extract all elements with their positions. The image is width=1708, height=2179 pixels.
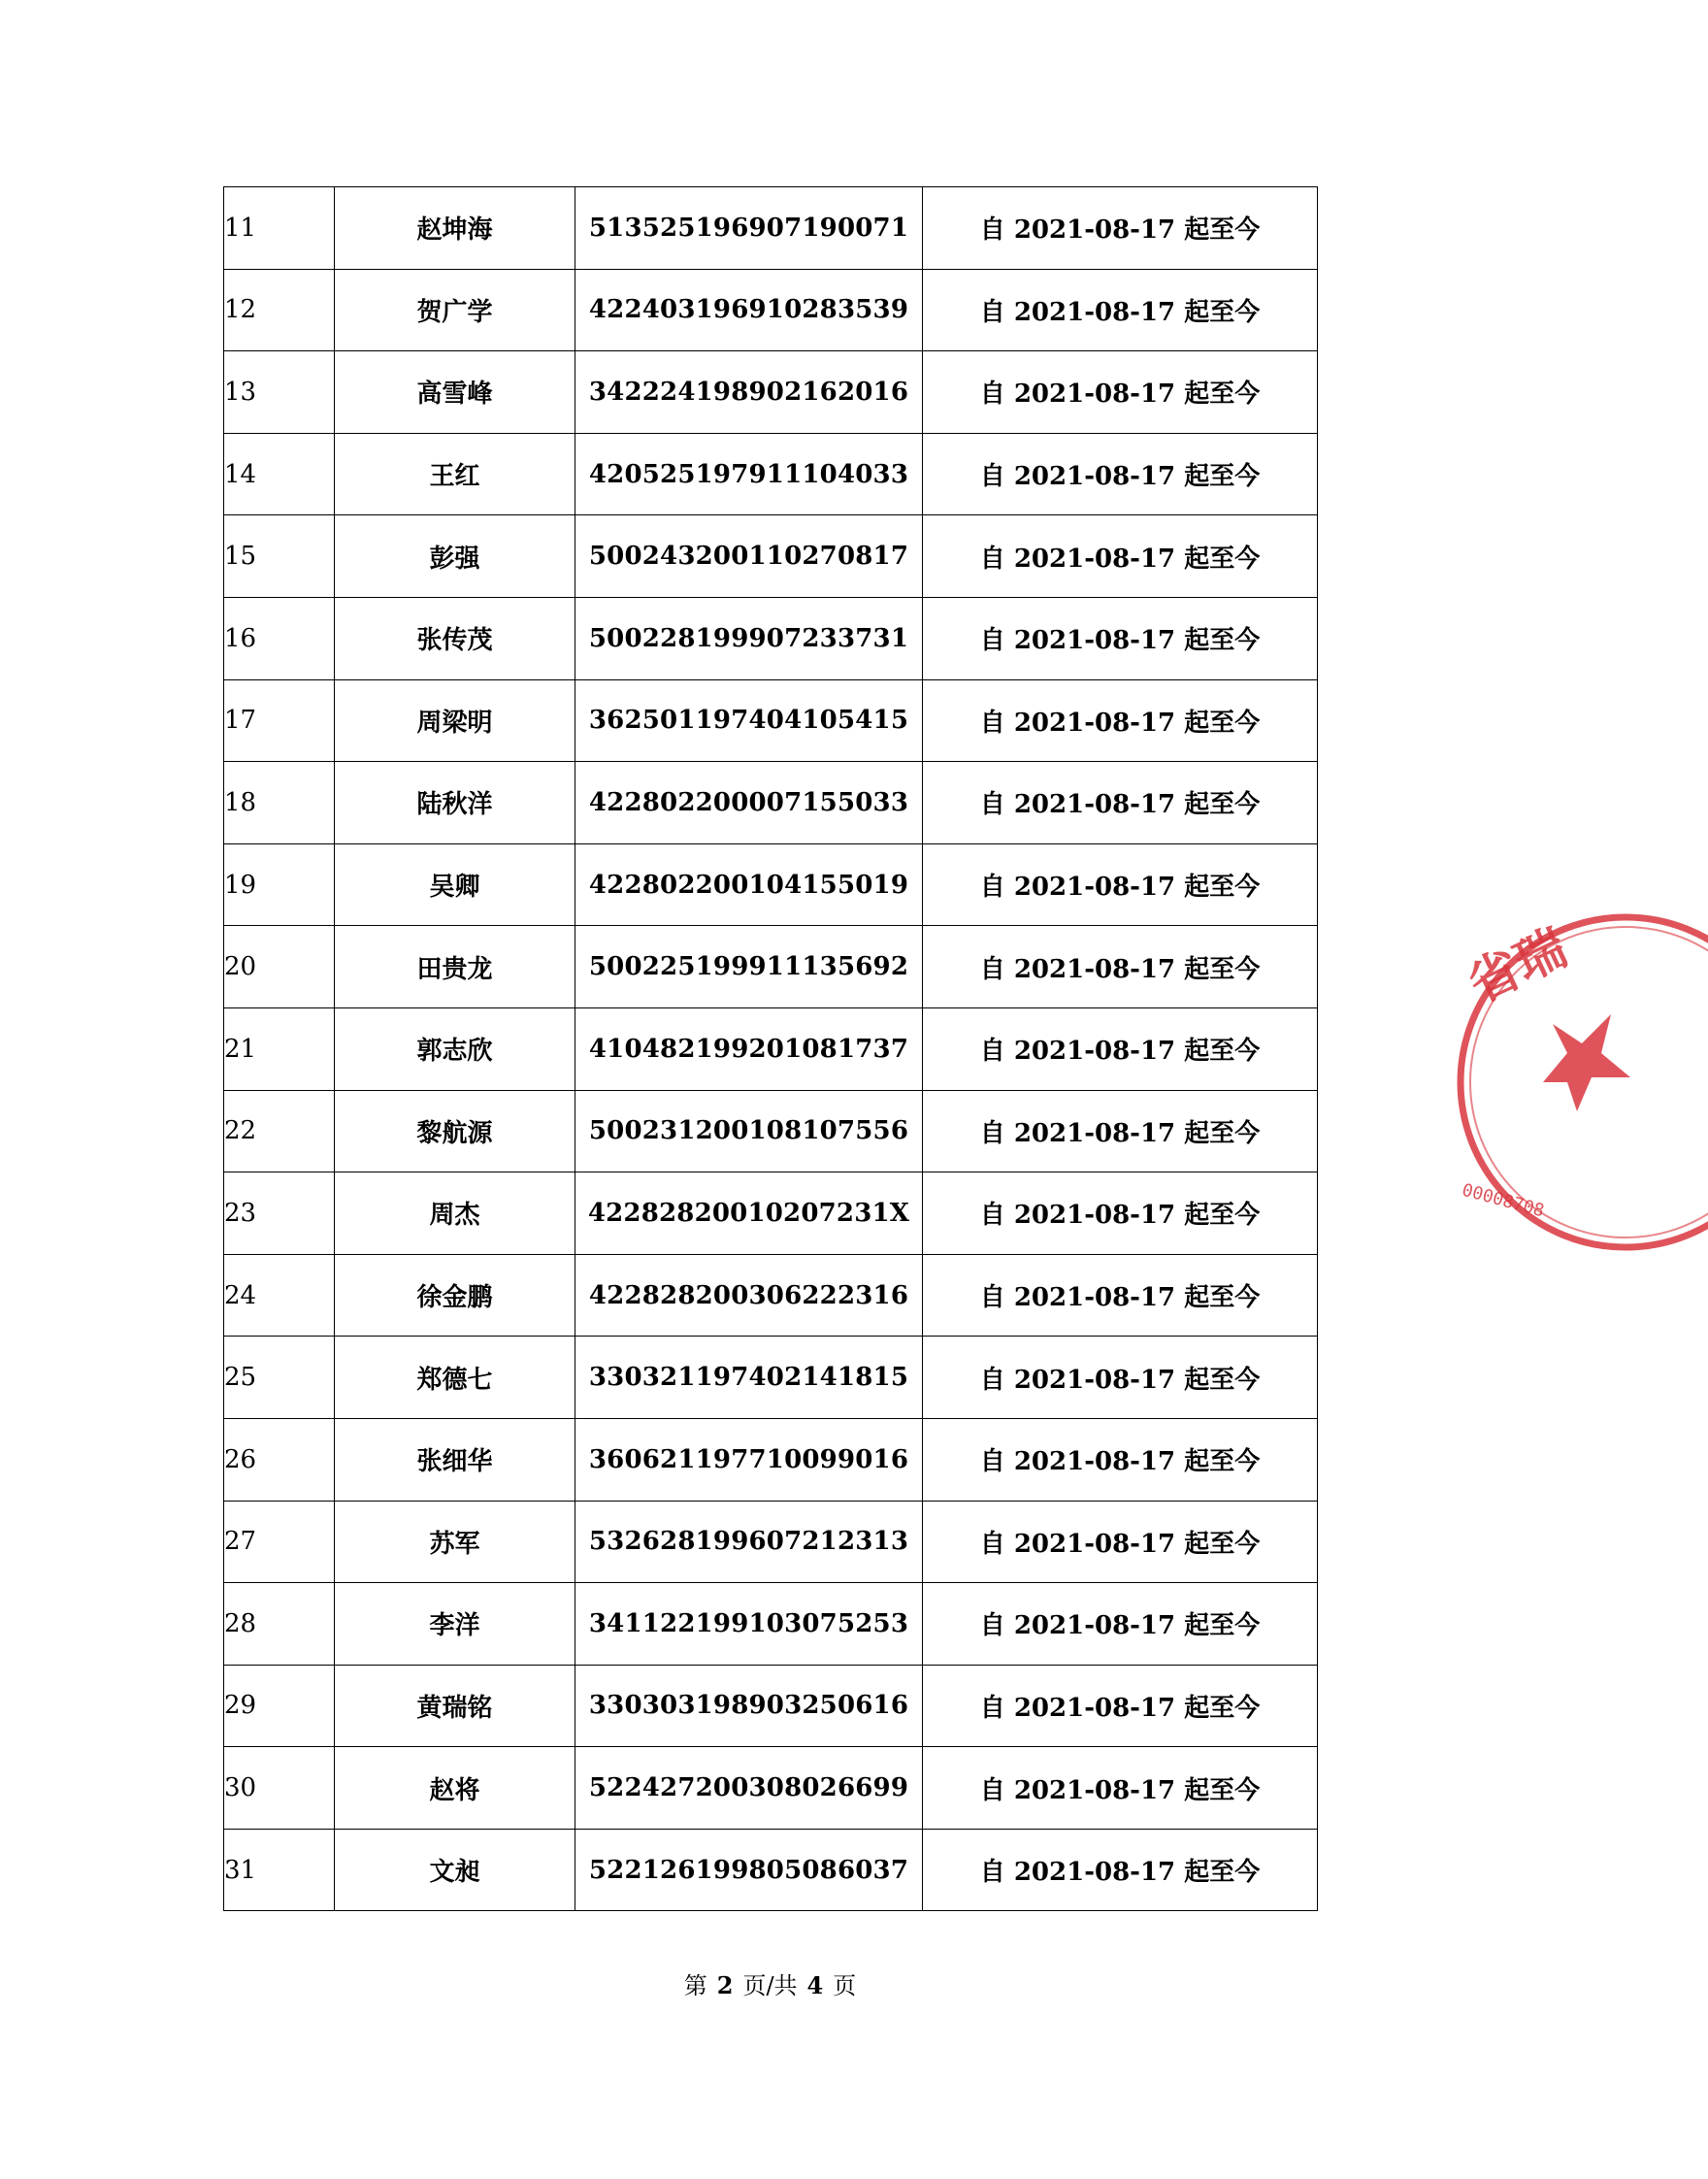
table-row (224, 1090, 1318, 1172)
employment-period: 自 2021-08-17 起至今 (923, 1747, 1318, 1830)
id-number: 422403196910283539 (575, 269, 923, 351)
id-number: 500228199907233731 (575, 597, 923, 679)
row-number: 26 (224, 1418, 335, 1501)
table-row (224, 1337, 1318, 1419)
id-number: 500243200110270817 (575, 515, 923, 598)
table-row (224, 351, 1318, 434)
id-number: 513525196907190071 (575, 187, 923, 270)
row-number: 27 (224, 1501, 335, 1583)
table-row (224, 762, 1318, 844)
employment-period: 自 2021-08-17 起至今 (923, 1007, 1318, 1090)
id-number: 522126199805086037 (575, 1829, 923, 1911)
row-number: 15 (224, 515, 335, 598)
footer-middle: 页/共 (742, 1972, 798, 1999)
row-number: 12 (224, 269, 335, 351)
id-number: 500231200108107556 (575, 1090, 923, 1172)
person-name: 陆秋洋 (335, 762, 575, 844)
person-name: 文昶 (335, 1829, 575, 1911)
person-name: 黄瑞铭 (335, 1665, 575, 1747)
row-number: 11 (224, 187, 335, 270)
row-number: 30 (224, 1747, 335, 1830)
person-name: 赵将 (335, 1747, 575, 1830)
person-name: 周杰 (335, 1172, 575, 1255)
person-name: 吴卿 (335, 843, 575, 926)
table-row (224, 1665, 1318, 1747)
table-row (224, 187, 1318, 270)
company-seal (1456, 908, 1577, 1257)
employment-period: 自 2021-08-17 起至今 (923, 1829, 1318, 1911)
table-row (224, 1583, 1318, 1666)
footer-prefix: 第 (683, 1972, 707, 1999)
id-number: 330303198903250616 (575, 1665, 923, 1747)
table-row (224, 1747, 1318, 1830)
page-footer (0, 1966, 1540, 2000)
employment-period: 自 2021-08-17 起至今 (923, 1172, 1318, 1255)
employment-period: 自 2021-08-17 起至今 (923, 515, 1318, 598)
personnel-table (223, 186, 1318, 1911)
table-row (224, 433, 1318, 515)
person-name: 高雪峰 (335, 351, 575, 434)
row-number: 23 (224, 1172, 335, 1255)
employment-period: 自 2021-08-17 起至今 (923, 843, 1318, 926)
table-row (224, 679, 1318, 762)
employment-period: 自 2021-08-17 起至今 (923, 762, 1318, 844)
person-name: 田贵龙 (335, 926, 575, 1008)
id-number: 500225199911135692 (575, 926, 923, 1008)
employment-period: 自 2021-08-17 起至今 (923, 269, 1318, 351)
row-number: 22 (224, 1090, 335, 1172)
id-number: 330321197402141815 (575, 1337, 923, 1419)
id-number: 342224198902162016 (575, 351, 923, 434)
id-number: 410482199201081737 (575, 1007, 923, 1090)
row-number: 19 (224, 843, 335, 926)
row-number: 28 (224, 1583, 335, 1666)
seal-text: 省瑞 (1460, 918, 1577, 1015)
row-number: 20 (224, 926, 335, 1008)
id-number: 362501197404105415 (575, 679, 923, 762)
id-number: 360621197710099016 (575, 1418, 923, 1501)
person-name: 郭志欣 (335, 1007, 575, 1090)
row-number: 21 (224, 1007, 335, 1090)
table-row (224, 1501, 1318, 1583)
table-row (224, 1254, 1318, 1337)
row-number: 29 (224, 1665, 335, 1747)
employment-period: 自 2021-08-17 起至今 (923, 1337, 1318, 1419)
row-number: 31 (224, 1829, 335, 1911)
employment-period: 自 2021-08-17 起至今 (923, 1583, 1318, 1666)
person-name: 张传茂 (335, 597, 575, 679)
row-number: 25 (224, 1337, 335, 1419)
row-number: 17 (224, 679, 335, 762)
table-row (224, 843, 1318, 926)
id-number: 420525197911104033 (575, 433, 923, 515)
employment-period: 自 2021-08-17 起至今 (923, 679, 1318, 762)
row-number: 18 (224, 762, 335, 844)
row-number: 14 (224, 433, 335, 515)
table-row (224, 1829, 1318, 1911)
person-name: 周梁明 (335, 679, 575, 762)
table-row (224, 597, 1318, 679)
employment-period: 自 2021-08-17 起至今 (923, 1254, 1318, 1337)
person-name: 王红 (335, 433, 575, 515)
employment-period: 自 2021-08-17 起至今 (923, 433, 1318, 515)
employment-period: 自 2021-08-17 起至今 (923, 1501, 1318, 1583)
footer-page-number: 2 (716, 1971, 734, 1999)
id-number: 422828200306222316 (575, 1254, 923, 1337)
employment-period: 自 2021-08-17 起至今 (923, 187, 1318, 270)
person-name: 黎航源 (335, 1090, 575, 1172)
id-number: 532628199607212313 (575, 1501, 923, 1583)
row-number: 16 (224, 597, 335, 679)
employment-period: 自 2021-08-17 起至今 (923, 351, 1318, 434)
footer-suffix: 页 (833, 1972, 857, 1999)
row-number: 24 (224, 1254, 335, 1337)
id-number: 522427200308026699 (575, 1747, 923, 1830)
person-name: 徐金鹏 (335, 1254, 575, 1337)
table-body (224, 187, 1318, 1911)
id-number: 422802200007155033 (575, 762, 923, 844)
seal-graphic (1456, 908, 1708, 1257)
person-name: 彭强 (335, 515, 575, 598)
row-number: 13 (224, 351, 335, 434)
table-row (224, 269, 1318, 351)
table-row (224, 926, 1318, 1008)
person-name: 赵坤海 (335, 187, 575, 270)
footer-total-pages: 4 (806, 1971, 824, 1999)
table-row (224, 1007, 1318, 1090)
id-number: 422802200104155019 (575, 843, 923, 926)
employment-period: 自 2021-08-17 起至今 (923, 1418, 1318, 1501)
table-row (224, 1418, 1318, 1501)
id-number: 42282820010207231X (575, 1172, 923, 1255)
seal-number: 00008708 (1460, 1179, 1547, 1222)
employment-period: 自 2021-08-17 起至今 (923, 1090, 1318, 1172)
employment-period: 自 2021-08-17 起至今 (923, 1665, 1318, 1747)
person-name: 苏军 (335, 1501, 575, 1583)
person-name: 郑德七 (335, 1337, 575, 1419)
person-name: 贺广学 (335, 269, 575, 351)
id-number: 341122199103075253 (575, 1583, 923, 1666)
table-row (224, 1172, 1318, 1255)
table-row (224, 515, 1318, 598)
person-name: 李洋 (335, 1583, 575, 1666)
employment-period: 自 2021-08-17 起至今 (923, 926, 1318, 1008)
employment-period: 自 2021-08-17 起至今 (923, 597, 1318, 679)
person-name: 张细华 (335, 1418, 575, 1501)
